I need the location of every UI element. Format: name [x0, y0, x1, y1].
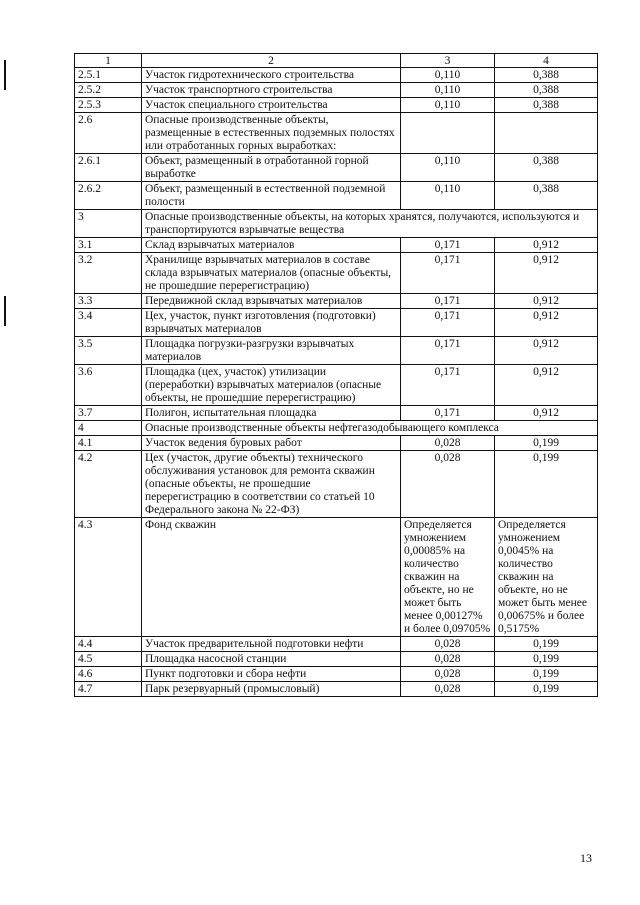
coefficient-cell-col3: 0,110: [401, 98, 495, 113]
coefficient-cell-col3: 0,171: [401, 365, 495, 406]
coefficient-cell-col3: 0,171: [401, 406, 495, 421]
coefficient-cell-col3: 0,110: [401, 182, 495, 210]
coefficient-cell-col3: 0,028: [401, 652, 495, 667]
column-header-4: 4: [495, 54, 598, 68]
row-number-cell: 3.3: [75, 294, 142, 309]
table-row: [75, 518, 598, 637]
coefficient-cell-col4: Определяется умножением 0,0045% на количество скважин на объекте, но не может быть менее 0,00675% и более 0,5175%: [495, 518, 598, 637]
coefficient-cell-col4: 0,388: [495, 154, 598, 182]
section-title-cell: Опасные производственные объекты нефтегазодобывающего комплекса: [142, 421, 598, 436]
table-row: [75, 253, 598, 294]
object-name-cell: Объект, размещенный в естественной подземной полости: [142, 182, 401, 210]
coefficient-cell-col4: 0,912: [495, 253, 598, 294]
table-row: [75, 238, 598, 253]
table-row: [75, 210, 598, 238]
table-row: [75, 337, 598, 365]
table-row: [75, 98, 598, 113]
object-name-cell: Фонд скважин: [142, 518, 401, 637]
object-name-cell: Опасные производственные объекты, размещенные в естественных подземных полостях или отработанных горных выработках:: [142, 113, 401, 154]
row-number-cell: 2.5.2: [75, 83, 142, 98]
column-header-2: 2: [142, 54, 401, 68]
row-number-cell: 2.5.1: [75, 68, 142, 83]
object-name-cell: Площадка насосной станции: [142, 652, 401, 667]
coefficient-cell-col3: 0,171: [401, 309, 495, 337]
coefficient-cell-col3: 0,028: [401, 667, 495, 682]
row-number-cell: 4.3: [75, 518, 142, 637]
page-number: 13: [580, 851, 592, 865]
row-number-cell: 3.6: [75, 365, 142, 406]
coefficient-cell-col3: 0,171: [401, 253, 495, 294]
row-number-cell: 2.5.3: [75, 98, 142, 113]
coefficient-cell-col4: 0,199: [495, 682, 598, 697]
object-name-cell: Парк резервуарный (промысловый): [142, 682, 401, 697]
coefficient-cell-col4: 0,199: [495, 451, 598, 518]
column-header-3: 3: [401, 54, 495, 68]
table-header-row: [75, 54, 598, 68]
coefficient-cell-col3: 0,028: [401, 682, 495, 697]
table-row: [75, 309, 598, 337]
table-row: [75, 294, 598, 309]
table-row: [75, 406, 598, 421]
row-number-cell: 3: [75, 210, 142, 238]
coefficient-cell-col4: 0,199: [495, 667, 598, 682]
object-name-cell: Участок ведения буровых работ: [142, 436, 401, 451]
table-row: [75, 68, 598, 83]
coefficient-cell-col3: Определяется умножением 0,00085% на количество скважин на объекте, но не может быть менее 0,00127% и более 0,09705%: [401, 518, 495, 637]
object-name-cell: Участок предварительной подготовки нефти: [142, 637, 401, 652]
object-name-cell: Цех, участок, пункт изготовления (подготовки) взрывчатых материалов: [142, 309, 401, 337]
object-name-cell: Полигон, испытательная площадка: [142, 406, 401, 421]
coefficient-cell-col4: 0,912: [495, 309, 598, 337]
table-row: [75, 154, 598, 182]
coefficient-cell-col3: 0,028: [401, 637, 495, 652]
coefficient-cell-col4: 0,912: [495, 294, 598, 309]
row-number-cell: 3.1: [75, 238, 142, 253]
row-number-cell: 4.4: [75, 637, 142, 652]
row-number-cell: 3.5: [75, 337, 142, 365]
table-row: [75, 182, 598, 210]
coefficient-cell-col3: 0,028: [401, 436, 495, 451]
table-row: [75, 637, 598, 652]
coefficient-cell-col4: 0,199: [495, 436, 598, 451]
table-row: [75, 365, 598, 406]
scan-edge-mark: [4, 60, 6, 90]
coefficient-cell-col3: 0,028: [401, 451, 495, 518]
table-row: [75, 652, 598, 667]
coefficient-cell-col4: 0,388: [495, 68, 598, 83]
coefficient-cell-col4: [495, 113, 598, 154]
coefficient-cell-col4: 0,388: [495, 83, 598, 98]
tariff-table: [74, 53, 598, 697]
coefficient-cell-col4: 0,388: [495, 98, 598, 113]
object-name-cell: Участок специального строительства: [142, 98, 401, 113]
coefficient-cell-col3: 0,110: [401, 83, 495, 98]
coefficient-cell-col4: 0,912: [495, 337, 598, 365]
row-number-cell: 2.6.1: [75, 154, 142, 182]
table-row: [75, 436, 598, 451]
row-number-cell: 4.7: [75, 682, 142, 697]
object-name-cell: Площадка (цех, участок) утилизации (переработки) взрывчатых материалов (опасные объекты, не прошедшие перерегистрацию): [142, 365, 401, 406]
row-number-cell: 3.2: [75, 253, 142, 294]
table-row: [75, 667, 598, 682]
coefficient-cell-col4: 0,912: [495, 365, 598, 406]
object-name-cell: Объект, размещенный в отработанной горной выработке: [142, 154, 401, 182]
object-name-cell: Площадка погрузки-разгрузки взрывчатых материалов: [142, 337, 401, 365]
coefficient-cell-col4: 0,912: [495, 406, 598, 421]
table-row: [75, 83, 598, 98]
coefficient-cell-col3: 0,171: [401, 337, 495, 365]
row-number-cell: 4.1: [75, 436, 142, 451]
object-name-cell: Участок гидротехнического строительства: [142, 68, 401, 83]
coefficient-cell-col3: 0,171: [401, 294, 495, 309]
row-number-cell: 3.7: [75, 406, 142, 421]
coefficient-cell-col3: 0,171: [401, 238, 495, 253]
coefficient-cell-col4: 0,912: [495, 238, 598, 253]
object-name-cell: Передвижной склад взрывчатых материалов: [142, 294, 401, 309]
coefficient-cell-col4: 0,199: [495, 637, 598, 652]
table-row: [75, 682, 598, 697]
coefficient-cell-col3: 0,110: [401, 68, 495, 83]
row-number-cell: 3.4: [75, 309, 142, 337]
object-name-cell: Хранилище взрывчатых материалов в составе склада взрывчатых материалов (опасные объекты, не прошедшие перерегистрацию): [142, 253, 401, 294]
row-number-cell: 4: [75, 421, 142, 436]
row-number-cell: 4.6: [75, 667, 142, 682]
coefficient-cell-col4: 0,388: [495, 182, 598, 210]
coefficient-cell-col3: 0,110: [401, 154, 495, 182]
row-number-cell: 4.2: [75, 451, 142, 518]
table-row: [75, 451, 598, 518]
table-row: [75, 113, 598, 154]
table-row: [75, 421, 598, 436]
object-name-cell: Склад взрывчатых материалов: [142, 238, 401, 253]
object-name-cell: Участок транспортного строительства: [142, 83, 401, 98]
section-title-cell: Опасные производственные объекты, на которых хранятся, получаются, используются и транспортируются взрывчатые вещества: [142, 210, 598, 238]
object-name-cell: Цех (участок, другие объекты) технического обслуживания установок для ремонта скважин (опасные объекты, не прошедшие перерегистрацию в соответствии со статьей 10 Федерального закона № 22-ФЗ): [142, 451, 401, 518]
column-header-1: 1: [75, 54, 142, 68]
row-number-cell: 4.5: [75, 652, 142, 667]
scan-edge-mark: [4, 296, 6, 326]
row-number-cell: 2.6.2: [75, 182, 142, 210]
coefficient-cell-col4: 0,199: [495, 652, 598, 667]
coefficient-cell-col3: [401, 113, 495, 154]
object-name-cell: Пункт подготовки и сбора нефти: [142, 667, 401, 682]
row-number-cell: 2.6: [75, 113, 142, 154]
